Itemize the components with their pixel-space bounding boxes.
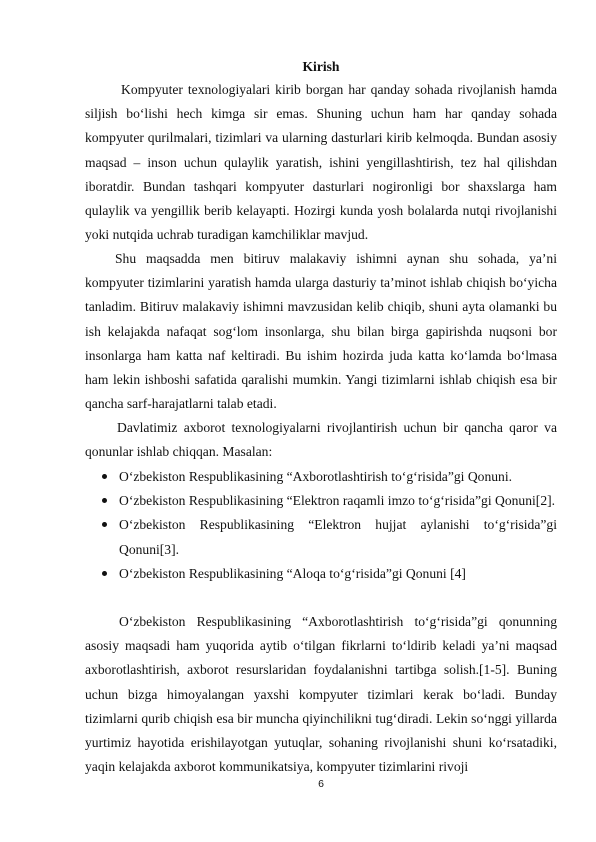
page-title: Kirish [302, 59, 340, 74]
list-item: O‘zbekiston Respublikasining “Axborotlashtirish to‘g‘risida”gi Qonuni. [85, 465, 557, 489]
paragraph-conclusion: O‘zbekiston Respublikasining “Axborotlashtirish to‘g‘risida”gi qonunning asosiy maqsadi ham yuqorida aytib o‘tilgan fikrlarni to‘ldirib keladi ya’ni maqsad axborotlashtirish, axborot resurslaridan foydalanishni tartibga solish.[1-5]. Buning uchun bizga himoyalangan yaxshi kompyuter tizimlari kerak bo‘ladi. Bunday tizimlarni qurib chiqish esa bir muncha qiyinchilikni tug‘diradi. Lekin so‘nggi yillarda yurtimiz hayotida erishilayotgan yutuqlar, sohaning rivojlanishi shuni ko‘rsatadiki, yaqin kelajakda axborot kommunikatsiya, kompyuter tizimlarini rivoji [85, 614, 557, 775]
bullet-icon [102, 498, 107, 503]
bullet-icon [102, 571, 107, 576]
paragraph-laws-intro: Davlatimiz axborot texnologiyalarni rivojlantirish uchun bir qancha qaror va qonunlar ishlab chiqqan. Masalan: [85, 420, 557, 460]
paragraph-intro: Kompyuter texnologiyalari kirib borgan har qanday sohada rivojlanish hamda siljish bo‘lishi hech kimga sir emas. Shuning uchun ham har qanday sohada kompyuter qurilmalari, tizimlari va ularning dasturlari kirib kelmoqda. Bundan asosiy maqsad – inson uchun qulaylik yaratish, ishini yengillashtirish, tez hal qilishdan iboratdir. Bundan tashqari kompyuter dasturlari nogironligi bor shaxslarga ham qulaylik va yengillik berib kelayapti. Hozirgi kunda yosh bolalarda nutqi rivojlanishi yoki nutqida uchrab turadigan kamchiliklar mavjud. [85, 82, 557, 243]
list-item: O‘zbekiston Respublikasining “Elektron raqamli imzo to‘g‘risida”gi Qonuni[2]. [85, 489, 557, 513]
list-item: O‘zbekiston Respublikasining “Elektron hujjat aylanishi to‘g‘risida”gi Qonuni[3]. [85, 513, 557, 561]
bullet-icon [102, 474, 107, 479]
laws-list [85, 465, 557, 586]
paragraph-purpose: Shu maqsadda men bitiruv malakaviy ishimni aynan shu sohada, ya’ni kompyuter tizimlarini yaratish hamda ularga dasturiy ta’minot ishlab chiqish bo‘yicha tanladim. Bitiruv malakaviy ishimni mavzusidan kelib chiqib, shuni ayta olamanki bu ish kelajakda nafaqat sog‘lom insonlarga, shu bilan birga gapirishda nuqsoni bor insonlarga ham katta naf keltiradi. Bu ishim hozirda juda katta ko‘lamda bo‘lmasa ham lekin ishboshi safatida qaralishi mumkin. Yangi tizimlarni ishlab chiqish esa bir qancha sarf-harajatlarni talab etadi. [85, 251, 557, 412]
page-number: 6 [318, 778, 324, 790]
list-item: O‘zbekiston Respublikasining “Aloqa to‘g‘risida”gi Qonuni [4] [85, 562, 557, 586]
bullet-icon [102, 522, 107, 527]
